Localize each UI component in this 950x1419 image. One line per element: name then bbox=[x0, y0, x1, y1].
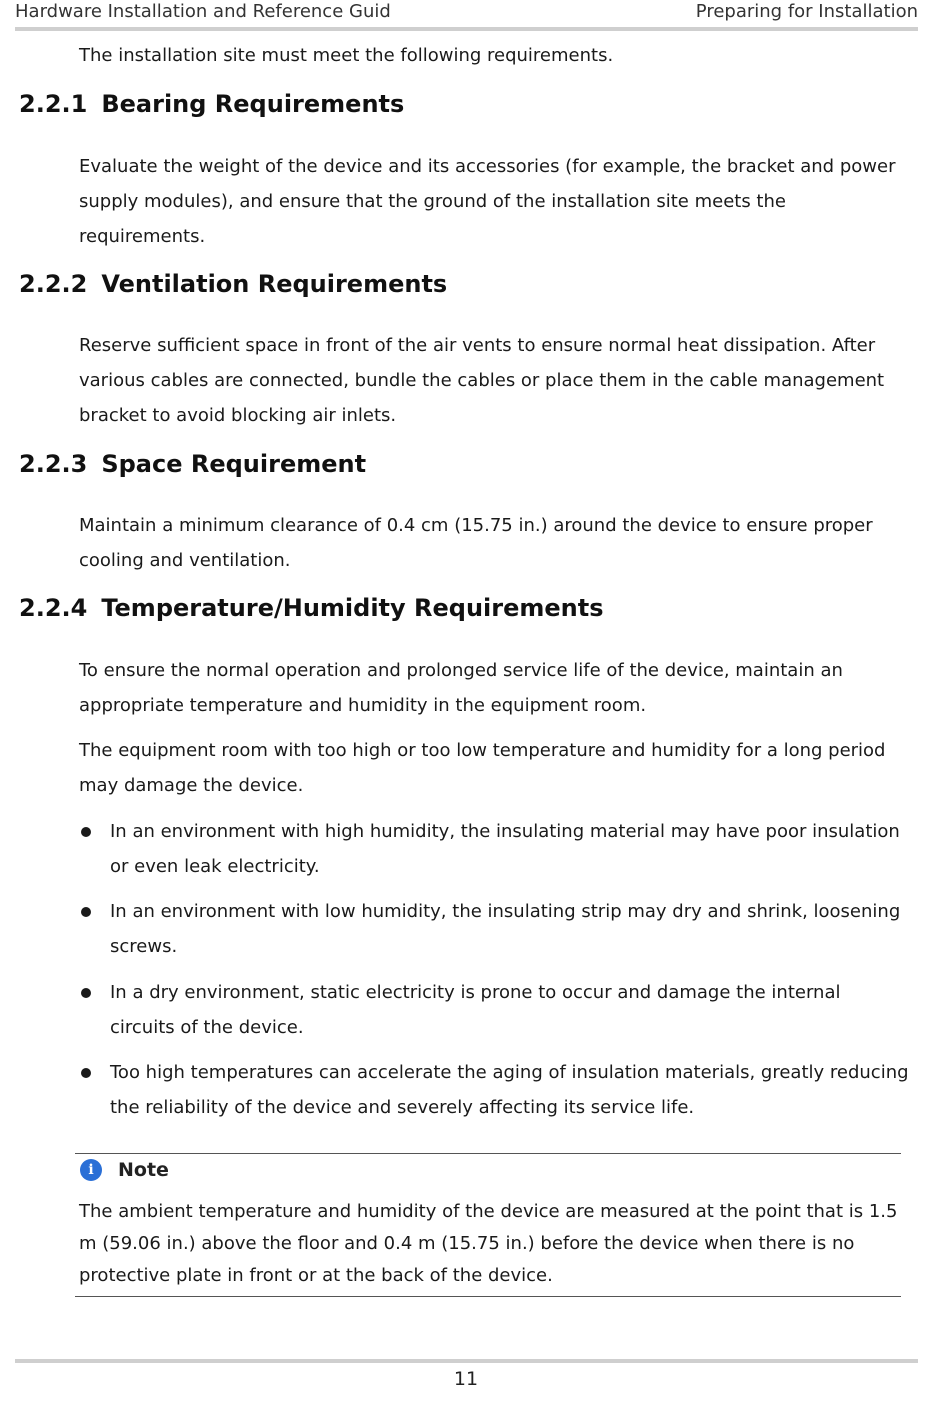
section-title: Temperature/Humidity Requirements bbox=[101, 594, 604, 622]
list-item bbox=[79, 894, 909, 964]
note-label: Note bbox=[118, 1159, 169, 1181]
header-divider bbox=[15, 27, 918, 31]
space-paragraph: Maintain a minimum clearance of 0.4 cm (15.75 in.) around the device to ensure proper cooling and ventilation. bbox=[79, 515, 873, 571]
footer-divider bbox=[15, 1359, 918, 1363]
list-item-text: Too high temperatures can accelerate the aging of insulation materials, greatly reducing the reliability of the device and severely affecting its service life. bbox=[110, 1062, 909, 1118]
header-document-title: Hardware Installation and Reference Guid bbox=[15, 1, 391, 22]
section-heading-ventilation bbox=[19, 270, 447, 298]
page-header bbox=[15, 0, 918, 29]
section-heading-temperature-humidity bbox=[19, 594, 604, 622]
list-item-text: In an environment with high humidity, the insulating material may have poor insulation or even leak electricity. bbox=[110, 821, 900, 877]
note-text: The ambient temperature and humidity of the device are measured at the point that is 1.5 m (59.06 in.) above the floor and 0.4 m (15.75 in.) before the device when there is no protective plate in front or at the back of the device. bbox=[79, 1201, 898, 1286]
section-heading-space bbox=[19, 450, 366, 478]
intro-paragraph: The installation site must meet the following requirements. bbox=[79, 45, 614, 66]
section-number: 2.2.3 bbox=[19, 450, 88, 478]
section-title: Ventilation Requirements bbox=[101, 270, 448, 298]
note-bottom-divider bbox=[75, 1296, 901, 1297]
section-number: 2.2.2 bbox=[19, 270, 88, 298]
temperature-paragraph-1: To ensure the normal operation and prolonged service life of the device, maintain an appropriate temperature and humidity in the equipment room. bbox=[79, 660, 843, 716]
list-item bbox=[79, 1055, 909, 1125]
section-heading-bearing bbox=[19, 90, 404, 118]
ventilation-paragraph: Reserve sufficient space in front of the air vents to ensure normal heat dissipation. After various cables are connected, bundle the cables or place them in the cable management bracket to avoid blocking air inlets. bbox=[79, 335, 885, 426]
note-heading bbox=[80, 1158, 169, 1182]
info-icon: i bbox=[80, 1159, 102, 1181]
bullet-icon bbox=[81, 907, 91, 917]
header-chapter-title: Preparing for Installation bbox=[695, 1, 918, 22]
section-number: 2.2.1 bbox=[19, 90, 88, 118]
list-item-text: In an environment with low humidity, the insulating strip may dry and shrink, loosening screws. bbox=[110, 901, 901, 957]
section-title: Space Requirement bbox=[101, 450, 367, 478]
bullet-icon bbox=[81, 1068, 91, 1078]
bullet-icon bbox=[81, 988, 91, 998]
note-top-divider bbox=[75, 1153, 901, 1154]
section-number: 2.2.4 bbox=[19, 594, 88, 622]
list-item bbox=[79, 975, 909, 1045]
temperature-paragraph-2: The equipment room with too high or too low temperature and humidity for a long period may damage the device. bbox=[79, 740, 886, 796]
list-item-text: In a dry environment, static electricity is prone to occur and damage the internal circuits of the device. bbox=[110, 982, 841, 1038]
bearing-paragraph: Evaluate the weight of the device and its accessories (for example, the bracket and power supply modules), and ensure that the ground of the installation site meets the requirements. bbox=[79, 156, 896, 247]
bullet-icon bbox=[81, 827, 91, 837]
list-item bbox=[79, 814, 909, 884]
page-number: 11 bbox=[453, 1368, 479, 1390]
section-title: Bearing Requirements bbox=[101, 90, 405, 118]
